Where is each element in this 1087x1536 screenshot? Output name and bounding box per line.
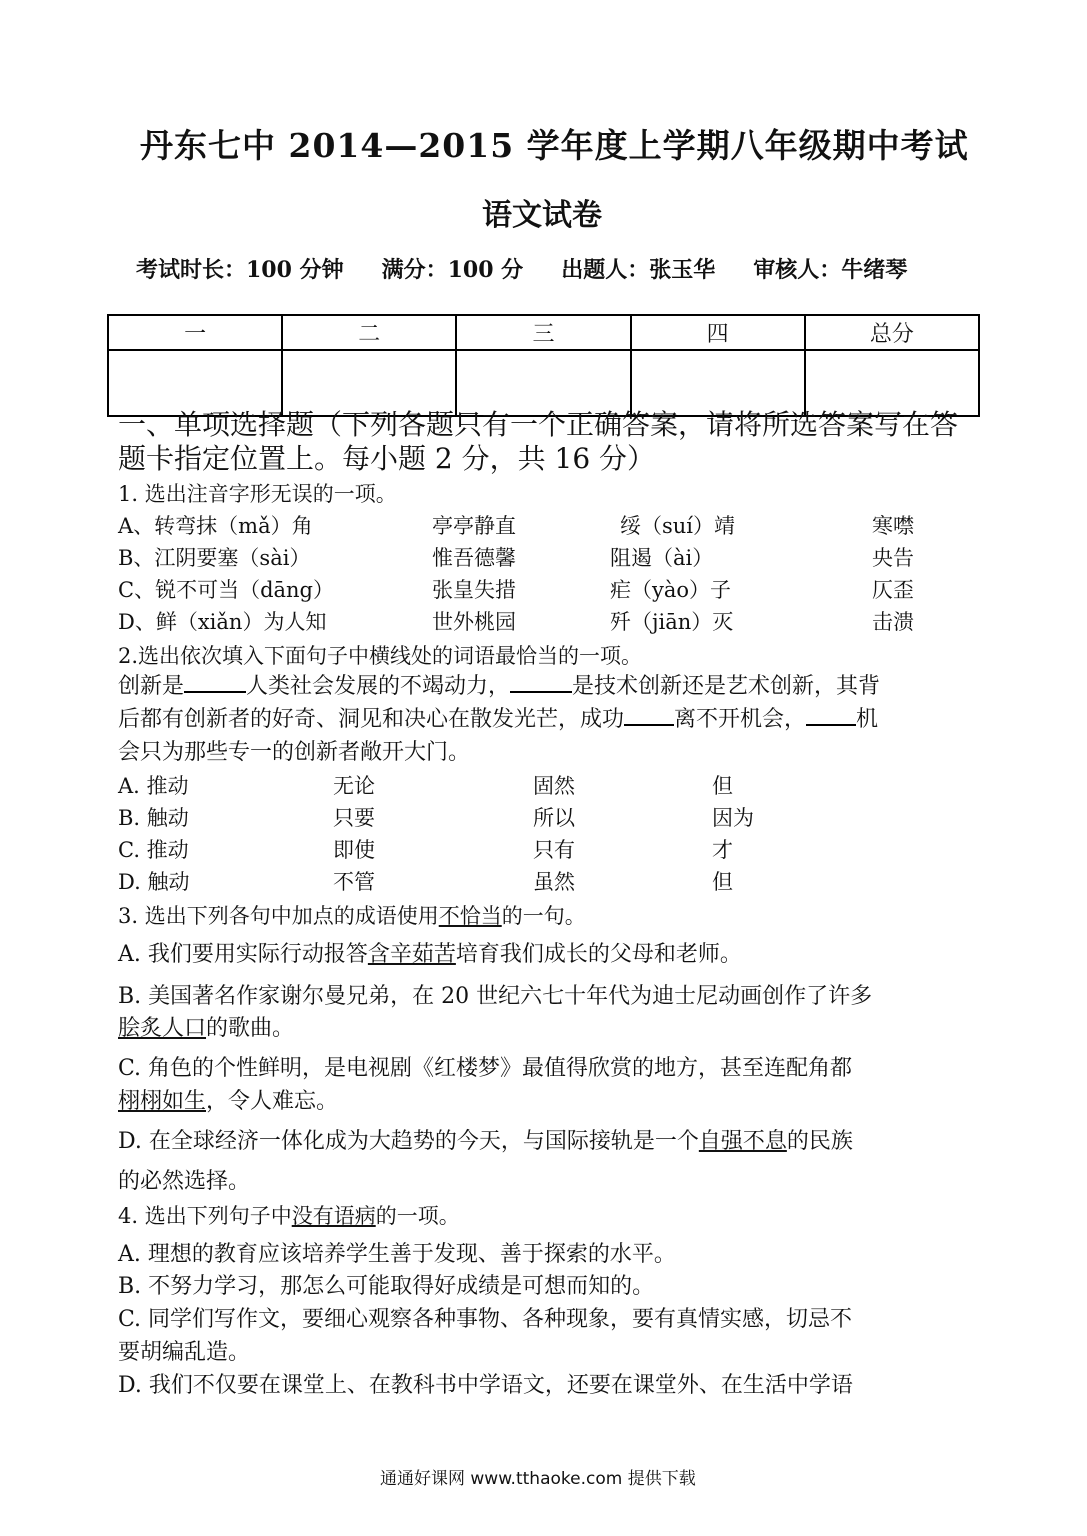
- q2-option-c-4: 才: [712, 838, 733, 862]
- q3-stem-underlined: 不恰当: [438, 904, 502, 928]
- q4-stem-text: 4. 选出下列句子中: [118, 1204, 292, 1228]
- exam-subtitle: 语文试卷: [482, 198, 602, 233]
- q3-stem: [118, 900, 586, 930]
- blank-line: [510, 673, 572, 693]
- q1-option-a-4: 寒噤: [872, 514, 914, 538]
- q2-text: 人类社会发展的不竭动力，: [246, 674, 511, 699]
- q1-option-b-3: 阻遏（ài）: [610, 546, 714, 570]
- q3-option-c-line-2: [118, 1085, 978, 1118]
- q3-idiom: 自强不息: [698, 1129, 787, 1154]
- q1-option-d-3: 歼（jiān）灭: [610, 610, 734, 634]
- q3-option-b-line-2: [118, 1012, 978, 1045]
- blank-line: [806, 706, 856, 726]
- q2-passage-line-2: [118, 703, 978, 736]
- q4-option-c-line-1: C. 同学们写作文，要细心观察各种事物、各种现象，要有真情实感，切忌不: [118, 1307, 853, 1332]
- q1-option-b-1: B、江阴要塞（sài）: [118, 546, 311, 570]
- q2-text: 机: [856, 707, 879, 732]
- q2-option-c-1: C. 推动: [118, 838, 189, 862]
- q2-passage-line-3: 会只为那些专一的创新者敞开大门。: [118, 740, 471, 765]
- q1-option-c-3: 疟（yào）子: [610, 578, 732, 602]
- score-cell: [108, 350, 282, 416]
- exam-info: [136, 253, 945, 284]
- q3-text: 的民族: [786, 1129, 853, 1154]
- q1-option-a-1: A、转弯抹（mǎ）角: [118, 514, 313, 538]
- score-cell: [456, 350, 630, 416]
- full-score: 满分：100 分: [381, 257, 524, 283]
- q3-option-a: [118, 938, 978, 971]
- q3-idiom: 含辛茹苦: [367, 942, 456, 967]
- q2-text: 是技术创新还是艺术创新，其背: [572, 674, 881, 699]
- q3-option-b-line-1: B. 美国著名作家谢尔曼兄弟，在 20 世纪六七十年代为迪士尼动画创作了许多: [118, 984, 873, 1009]
- q3-idiom: 栩栩如生: [118, 1089, 207, 1114]
- q3-option-d-line-1: [118, 1125, 978, 1158]
- q3-text: D. 在全球经济一体化成为大趋势的今天，与国际接轨是一个: [118, 1129, 699, 1154]
- q2-option-d-3: 虽然: [533, 870, 575, 894]
- q4-stem-underlined: 没有语病: [291, 1204, 376, 1228]
- q3-option-d-line-2: 的必然选择。: [118, 1169, 251, 1194]
- q2-option-d-2: 不管: [333, 870, 375, 894]
- q1-option-d-2: 世外桃园: [432, 610, 516, 634]
- score-table-entry-row: [108, 350, 979, 416]
- q2-option-a-2: 无论: [333, 774, 375, 798]
- q1-option-d-4: 击溃: [872, 610, 914, 634]
- q2-stem: 2.选出依次填入下面句子中横线处的词语最恰当的一项。: [118, 644, 643, 668]
- q4-option-a: A. 理想的教育应该培养学生善于发现、善于探索的水平。: [118, 1242, 676, 1267]
- q3-text: A. 我们要用实际行动报答: [118, 942, 368, 967]
- q3-idiom: 脍炙人口: [118, 1016, 207, 1041]
- q2-option-a-1: A. 推动: [118, 774, 189, 798]
- reviewer: 审核人：牛绪琴: [753, 257, 908, 283]
- q3-stem-text: 3. 选出下列各句中加点的成语使用: [118, 904, 439, 928]
- q2-option-b-1: B. 触动: [118, 806, 189, 830]
- q2-option-a-3: 固然: [533, 774, 575, 798]
- q4-option-c-line-2: 要胡编乱造。: [118, 1340, 251, 1365]
- q2-text: 离不开机会，: [674, 707, 807, 732]
- score-header: 总分: [805, 315, 979, 350]
- q1-option-b-4: 央告: [872, 546, 914, 570]
- q2-text: 创新是: [118, 674, 185, 699]
- score-header: 一: [108, 315, 282, 350]
- score-cell: [631, 350, 805, 416]
- blank-line: [184, 673, 246, 693]
- score-cell: [282, 350, 456, 416]
- q3-stem-text: 的一句。: [501, 904, 586, 928]
- q1-option-c-4: 仄歪: [872, 578, 914, 602]
- exam-title: 丹东七中 2014—2015 学年度上学期八年级期中考试: [140, 126, 969, 165]
- q1-option-d-1: D、鲜（xiǎn）为人知: [118, 610, 327, 634]
- q2-option-d-4: 但: [712, 870, 733, 894]
- q1-stem: 1. 选出注音字形无误的一项。: [118, 482, 397, 506]
- q2-option-d-1: D. 触动: [118, 870, 190, 894]
- score-header: 二: [282, 315, 456, 350]
- q3-option-c-line-1: C. 角色的个性鲜明，是电视剧《红楼梦》最值得欣赏的地方，甚至连配角都: [118, 1056, 853, 1081]
- q3-text: 培育我们成长的父母和老师。: [455, 942, 742, 967]
- q3-text: 的歌曲。: [206, 1016, 295, 1041]
- q2-option-a-4: 但: [712, 774, 733, 798]
- section-1-title: 一、单项选择题（下列各题只有一个正确答案，请将所选答案写在答题卡指定位置上。每小题 2 分，共 16 分）: [118, 408, 959, 475]
- q1-option-b-2: 惟吾德馨: [432, 546, 516, 570]
- q2-passage-line-1: [118, 670, 978, 703]
- score-header: 四: [631, 315, 805, 350]
- q2-option-c-2: 即使: [333, 838, 375, 862]
- score-table: [107, 314, 980, 417]
- q3-text: ，令人难忘。: [206, 1089, 339, 1114]
- score-table-header-row: [108, 315, 979, 350]
- duration: 考试时长：100 分钟: [136, 257, 344, 283]
- q4-stem-text: 的一项。: [375, 1204, 460, 1228]
- q1-option-c-2: 张皇失措: [432, 578, 516, 602]
- q4-stem: [118, 1200, 460, 1230]
- q4-option-b: B. 不努力学习，那怎么可能取得好成绩是可想而知的。: [118, 1274, 655, 1299]
- q4-option-d-line-1: D. 我们不仅要在课堂上、在教科书中学语文，还要在课堂外、在生活中学语: [118, 1373, 853, 1398]
- q2-text: 后都有创新者的好奇、洞见和决心在散发光芒，成功: [118, 707, 625, 732]
- score-header: 三: [456, 315, 630, 350]
- q1-option-c-1: C、锐不可当（dāng）: [118, 578, 334, 602]
- q2-option-b-2: 只要: [333, 806, 375, 830]
- page-footer: 通通好课网 www.tthaoke.com 提供下载: [380, 1469, 696, 1489]
- q2-option-b-4: 因为: [712, 806, 754, 830]
- setter: 出题人：张玉华: [561, 257, 716, 283]
- q1-option-a-3: 绥（suí）靖: [620, 514, 736, 538]
- blank-line: [624, 706, 674, 726]
- q2-option-c-3: 只有: [533, 838, 575, 862]
- score-cell: [805, 350, 979, 416]
- q2-option-b-3: 所以: [533, 806, 575, 830]
- q1-option-a-2: 亭亭静直: [432, 514, 516, 538]
